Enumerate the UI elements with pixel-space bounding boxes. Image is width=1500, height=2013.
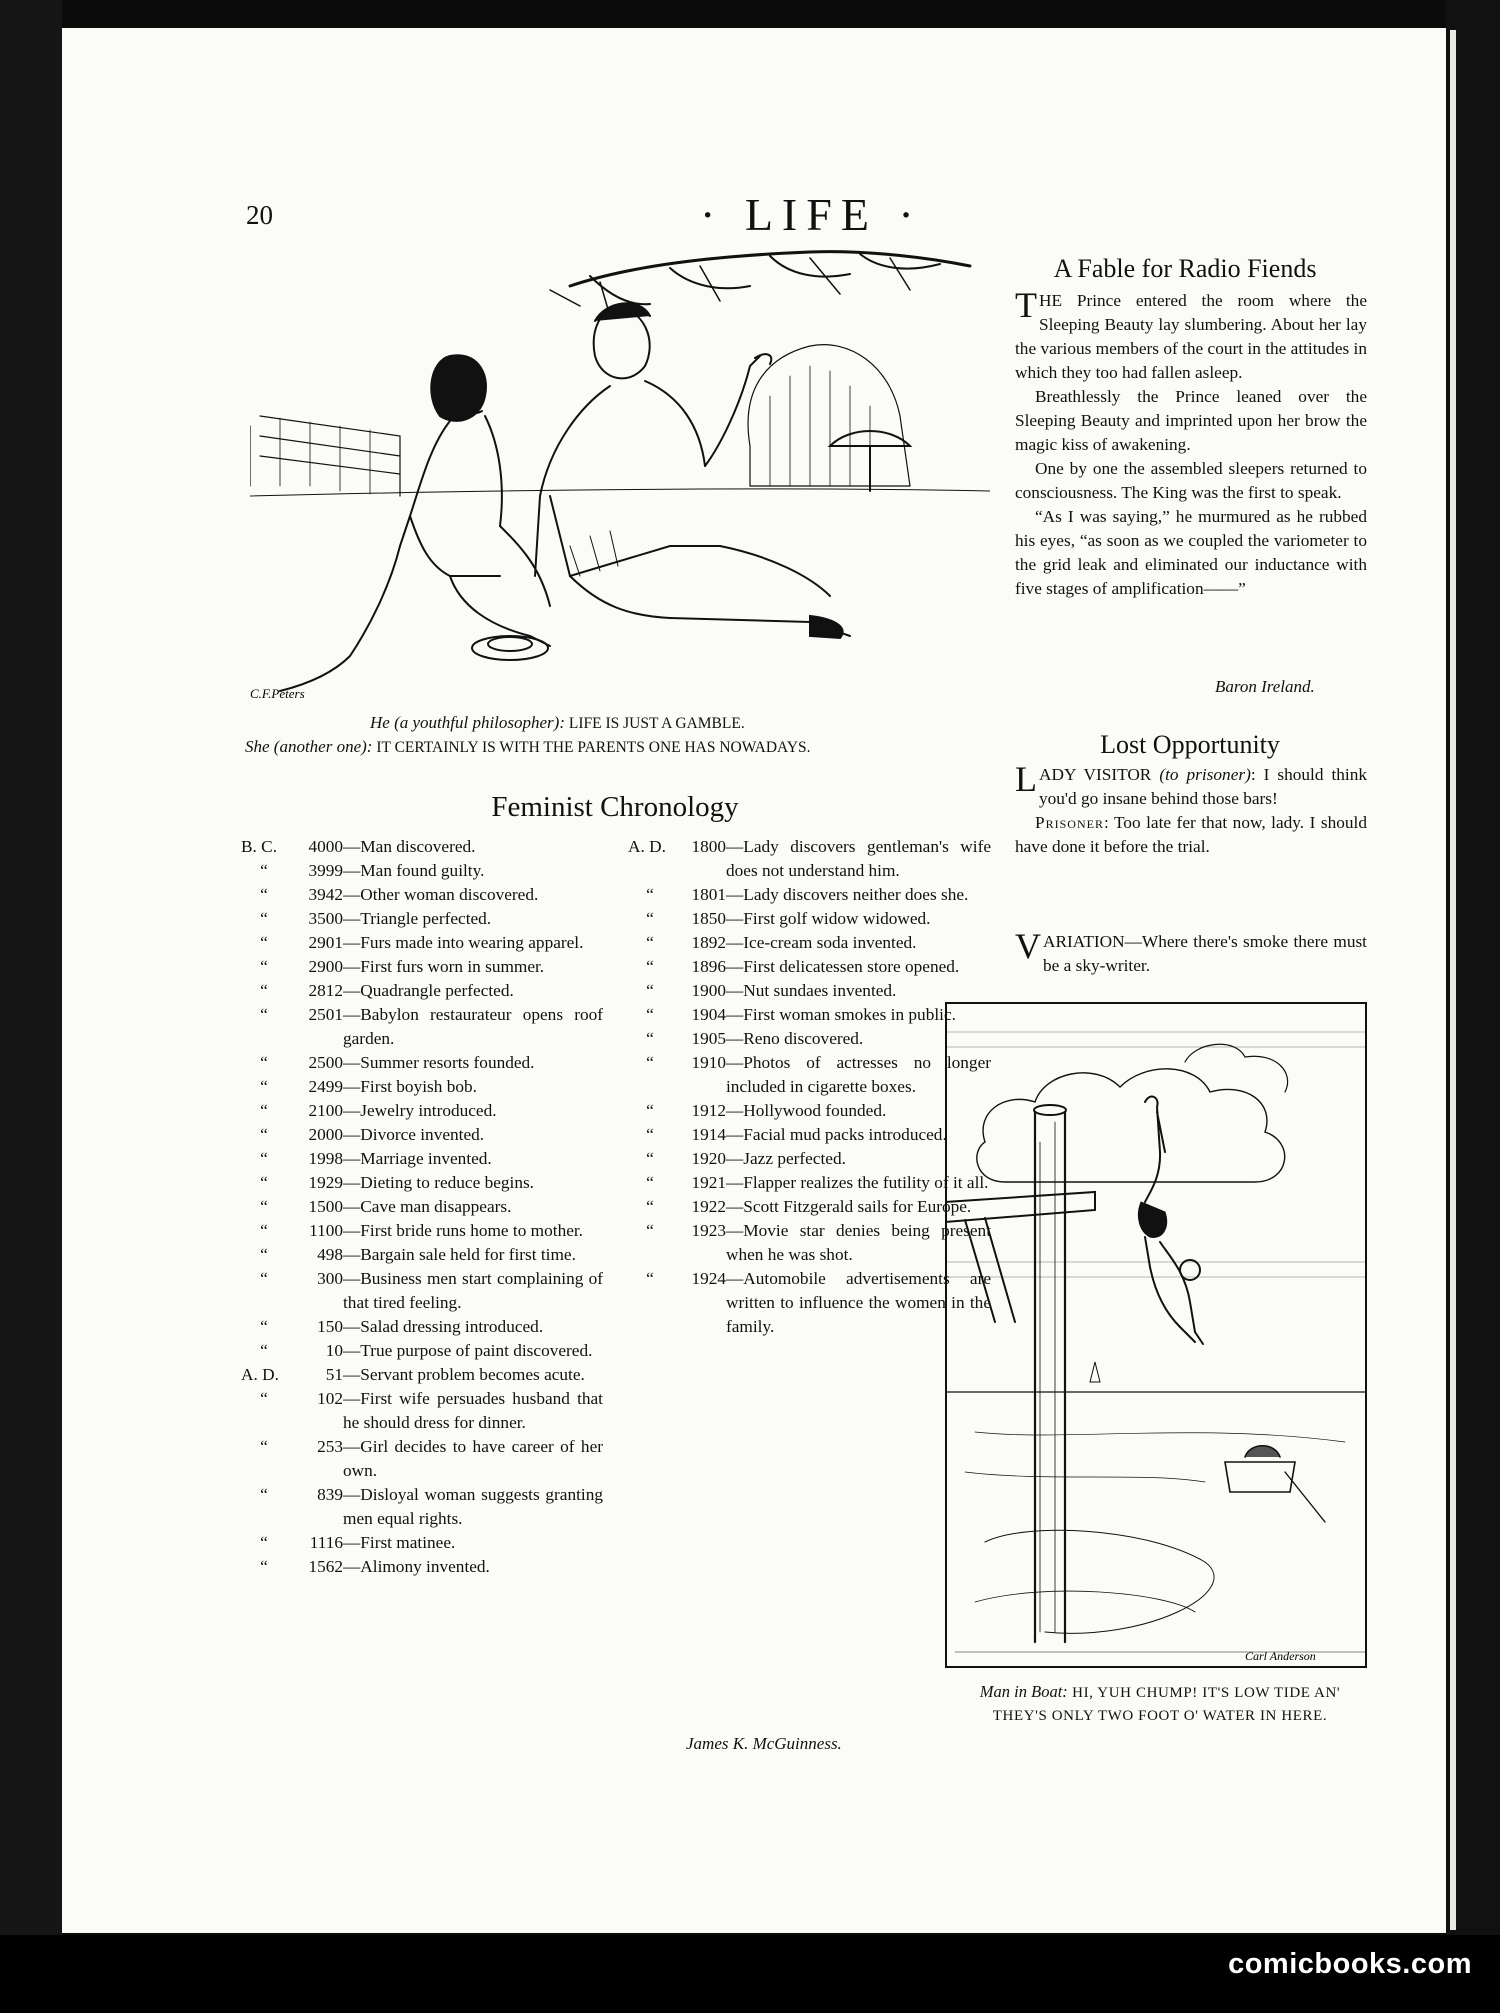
chronology-entry bbox=[241, 1171, 603, 1195]
chronology-entry bbox=[241, 955, 603, 979]
chronology-year: 1500 bbox=[308, 1197, 343, 1216]
chronology-year: 1116 bbox=[309, 1533, 343, 1552]
fable-paragraph-3: One by one the assembled sleepers returned to consciousness. The King was the first to speak. bbox=[1015, 459, 1367, 502]
chronology-entry bbox=[241, 1147, 603, 1171]
illustration-couple-on-lawn bbox=[250, 246, 990, 698]
chronology-era: “ bbox=[260, 861, 268, 880]
lost-opportunity-speaker-1: ADY VISITOR bbox=[1039, 765, 1152, 784]
chronology-entry bbox=[628, 1003, 991, 1027]
chronology-text: —First boyish bob. bbox=[343, 1077, 477, 1096]
fable-paragraph-2: Breathlessly the Prince leaned over the Sleeping Beauty and imprinted upon her brow the magic kiss of awakening. bbox=[1015, 387, 1367, 454]
chronology-text: —Facial mud packs introduced. bbox=[726, 1125, 947, 1144]
chronology-year: 1896 bbox=[691, 957, 726, 976]
chronology-year: 102 bbox=[317, 1389, 343, 1408]
chronology-era: “ bbox=[260, 1005, 268, 1024]
lost-opportunity-paragraph-1 bbox=[1015, 759, 1367, 811]
chronology-entry bbox=[241, 1123, 603, 1147]
chronology-entry bbox=[241, 931, 603, 955]
chronology-year: 2499 bbox=[308, 1077, 343, 1096]
scan-left-border bbox=[0, 0, 62, 2013]
chronology-entry bbox=[628, 1219, 991, 1267]
chronology-year: 1921 bbox=[691, 1173, 726, 1192]
chronology-era: “ bbox=[260, 1221, 268, 1240]
chronology-entry bbox=[241, 1219, 603, 1243]
chronology-entry bbox=[628, 1171, 991, 1195]
fable-paragraph-1 bbox=[1015, 285, 1367, 385]
chronology-year: 1922 bbox=[691, 1197, 726, 1216]
chronology-entry bbox=[628, 1123, 991, 1147]
chronology-year: 1924 bbox=[691, 1269, 726, 1288]
chronology-text: —Scott Fitzgerald sails for Europe. bbox=[726, 1197, 972, 1216]
chronology-text: —Man found guilty. bbox=[343, 861, 485, 880]
chronology-year: 1850 bbox=[691, 909, 726, 928]
chronology-entry bbox=[628, 883, 991, 907]
chronology-year: 2500 bbox=[308, 1053, 343, 1072]
chronology-entry bbox=[241, 883, 603, 907]
chronology-era: “ bbox=[260, 1173, 268, 1192]
chronology-text: —Automobile advertisements are written to influence the women in the family. bbox=[726, 1269, 991, 1336]
chronology-era: “ bbox=[646, 909, 654, 928]
caption-line-she bbox=[245, 735, 1005, 759]
chronology-year: 2901 bbox=[308, 933, 343, 952]
chronology-entry bbox=[628, 931, 991, 955]
chronology-era: “ bbox=[260, 1197, 268, 1216]
chronology-byline: James K. McGuinness. bbox=[686, 1734, 842, 1753]
chronology-column-2 bbox=[628, 835, 991, 1339]
chronology-year: 1998 bbox=[308, 1149, 343, 1168]
chronology-entry bbox=[628, 1051, 991, 1099]
chronology-era: “ bbox=[260, 1557, 268, 1576]
chronology-column-1 bbox=[241, 835, 603, 1579]
chronology-year: 1923 bbox=[691, 1221, 726, 1240]
chronology-year: 3500 bbox=[308, 909, 343, 928]
chronology-entry bbox=[628, 1027, 991, 1051]
adjacent-page-edge bbox=[1450, 30, 1456, 1930]
caption-diver-text: HI, YUH CHUMP! IT'S LOW TIDE AN' THEY'S ONLY TWO FOOT O' WATER IN HERE. bbox=[992, 1685, 1341, 1724]
chronology-text: —Man discovered. bbox=[343, 837, 476, 856]
chronology-year: 253 bbox=[317, 1437, 343, 1456]
chronology-era: “ bbox=[260, 1269, 268, 1288]
chronology-year: 1914 bbox=[691, 1125, 726, 1144]
chronology-era: “ bbox=[646, 957, 654, 976]
variation-dropcap: V bbox=[1015, 926, 1041, 966]
chronology-text: —First bride runs home to mother. bbox=[343, 1221, 583, 1240]
chronology-era: “ bbox=[646, 981, 654, 1000]
chronology-text: —Reno discovered. bbox=[726, 1029, 864, 1048]
chronology-entry bbox=[628, 1195, 991, 1219]
chronology-text: —Quadrangle perfected. bbox=[343, 981, 514, 1000]
illustration-diver-at-low-tide bbox=[945, 1002, 1367, 1668]
chronology-entry bbox=[241, 1195, 603, 1219]
chronology-year: 4000 bbox=[308, 837, 343, 856]
lost-opportunity-line-1: : I should think you'd go insane behind those bars! bbox=[1039, 765, 1367, 808]
chronology-year: 150 bbox=[317, 1317, 343, 1336]
chronology-text: —Marriage invented. bbox=[343, 1149, 492, 1168]
chronology-year: 1905 bbox=[691, 1029, 726, 1048]
chronology-text: —Summer resorts founded. bbox=[343, 1053, 535, 1072]
chronology-era: “ bbox=[260, 1533, 268, 1552]
chronology-entry bbox=[241, 979, 603, 1003]
chronology-text: —True purpose of paint discovered. bbox=[343, 1341, 593, 1360]
fable-body bbox=[1015, 285, 1367, 601]
chronology-year: 1801 bbox=[691, 885, 726, 904]
magazine-title: · LIFE · bbox=[700, 189, 923, 240]
chronology-year: 1910 bbox=[691, 1053, 726, 1072]
chronology-era: “ bbox=[260, 1317, 268, 1336]
variation-text: —Where there's smoke there must be a sky-writer. bbox=[1043, 932, 1367, 975]
chronology-entry bbox=[241, 1555, 603, 1579]
chronology-era: “ bbox=[646, 1197, 654, 1216]
chronology-text: —Nut sundaes invented. bbox=[726, 981, 897, 1000]
chronology-era: “ bbox=[646, 1125, 654, 1144]
lost-opportunity-line-2: : Too late fer that now, lady. I should have done it before the trial. bbox=[1015, 813, 1367, 856]
fable-byline: Baron Ireland. bbox=[1215, 677, 1315, 696]
chronology-text: —First golf widow widowed. bbox=[726, 909, 931, 928]
chronology-era: “ bbox=[646, 933, 654, 952]
chronology-text: —Business men start complaining of that tired feeling. bbox=[343, 1269, 603, 1312]
chronology-era: “ bbox=[260, 1437, 268, 1456]
chronology-entry bbox=[241, 1051, 603, 1075]
chronology-era: “ bbox=[260, 1077, 268, 1096]
chronology-entry bbox=[241, 1387, 603, 1435]
chronology-era: “ bbox=[260, 1125, 268, 1144]
chronology-entry bbox=[241, 1339, 603, 1363]
chronology-era: A. D. bbox=[628, 837, 666, 856]
chronology-year: 1912 bbox=[691, 1101, 726, 1120]
chronology-entry bbox=[241, 1483, 603, 1531]
chronology-text: —Lady discovers gentleman's wife does not understand him. bbox=[726, 837, 991, 880]
chronology-era: “ bbox=[260, 1149, 268, 1168]
chronology-year: 300 bbox=[317, 1269, 343, 1288]
chronology-text: —Lady discovers neither does she. bbox=[726, 885, 969, 904]
caption-diver bbox=[975, 1680, 1345, 1728]
chronology-text: —Hollywood founded. bbox=[726, 1101, 887, 1120]
chronology-era: “ bbox=[646, 1029, 654, 1048]
chronology-era: “ bbox=[260, 957, 268, 976]
lost-opportunity-dropcap: L bbox=[1015, 759, 1037, 799]
chronology-era: “ bbox=[646, 1221, 654, 1240]
chronology-era: “ bbox=[646, 1101, 654, 1120]
caption-text-she: IT CERTAINLY IS WITH THE PARENTS ONE HAS NOWADAYS. bbox=[376, 739, 811, 756]
fable-paragraph-4: “As I was saying,” he murmured as he rubbed his eyes, “as soon as we coupled the variometer to the grid leak and eliminated our inductance with five stages of amplification——” bbox=[1015, 507, 1367, 598]
chronology-entry bbox=[241, 1267, 603, 1315]
chronology-text: —First woman smokes in public. bbox=[726, 1005, 956, 1024]
chronology-year: 1562 bbox=[308, 1557, 343, 1576]
caption-speaker-he: He (a youthful philosopher): bbox=[370, 713, 565, 732]
chronology-era: “ bbox=[260, 909, 268, 928]
chronology-text: —First furs worn in summer. bbox=[343, 957, 545, 976]
chronology-year: 10 bbox=[325, 1341, 343, 1360]
chronology-era: “ bbox=[646, 1173, 654, 1192]
lost-opportunity-paragraph-2 bbox=[1015, 811, 1367, 859]
chronology-entry bbox=[241, 835, 603, 859]
chronology-era: “ bbox=[260, 1389, 268, 1408]
chronology-entry bbox=[628, 907, 991, 931]
chronology-entry bbox=[628, 1267, 991, 1339]
chronology-year: 1920 bbox=[691, 1149, 726, 1168]
chronology-year: 2000 bbox=[308, 1125, 343, 1144]
fable-heading: A Fable for Radio Fiends bbox=[1053, 254, 1317, 283]
chronology-text: —Divorce invented. bbox=[343, 1125, 485, 1144]
chronology-entry bbox=[628, 1147, 991, 1171]
chronology-entry bbox=[241, 859, 603, 883]
variation-body bbox=[1015, 926, 1367, 978]
chronology-entry bbox=[241, 1435, 603, 1483]
chronology-heading: Feminist Chronology bbox=[491, 791, 739, 823]
chronology-text: —First delicatessen store opened. bbox=[726, 957, 960, 976]
chronology-era: “ bbox=[260, 1245, 268, 1264]
caption-line-he bbox=[245, 711, 1005, 735]
chronology-era: “ bbox=[646, 1269, 654, 1288]
chronology-year: 1800 bbox=[691, 837, 726, 856]
chronology-era: B. C. bbox=[241, 837, 278, 856]
chronology-text: —Furs made into wearing apparel. bbox=[343, 933, 584, 952]
fable-paragraph-1-text: HE Prince entered the room where the Sleeping Beauty lay slumbering. About her lay the various members of the court in the attitudes in which they too had fallen asleep. bbox=[1015, 291, 1367, 382]
chronology-year: 1900 bbox=[691, 981, 726, 1000]
chronology-year: 1892 bbox=[691, 933, 726, 952]
chronology-text: —Ice-cream soda invented. bbox=[726, 933, 917, 952]
chronology-text: —Girl decides to have career of her own. bbox=[343, 1437, 603, 1480]
chronology-text: —Flapper realizes the futility of it all. bbox=[726, 1173, 989, 1192]
chronology-text: —Cave man disappears. bbox=[343, 1197, 512, 1216]
chronology-era: “ bbox=[260, 1341, 268, 1360]
chronology-year: 498 bbox=[317, 1245, 343, 1264]
chronology-entry bbox=[628, 979, 991, 1003]
lost-opportunity-body bbox=[1015, 759, 1367, 859]
variation-label: ARIATION bbox=[1043, 932, 1125, 951]
chronology-entry bbox=[241, 1003, 603, 1051]
chronology-year: 3999 bbox=[308, 861, 343, 880]
chronology-year: 1929 bbox=[308, 1173, 343, 1192]
chronology-era: A. D. bbox=[241, 1365, 279, 1384]
illustration-1-signature: C.F.Peters bbox=[250, 686, 305, 698]
chronology-year: 2501 bbox=[308, 1005, 343, 1024]
chronology-entry bbox=[241, 1531, 603, 1555]
chronology-text: —First matinee. bbox=[343, 1533, 456, 1552]
caption-diver-speaker: Man in Boat: bbox=[979, 1682, 1068, 1701]
chronology-era: “ bbox=[260, 1101, 268, 1120]
chronology-era: “ bbox=[646, 1005, 654, 1024]
chronology-text: —Jewelry introduced. bbox=[343, 1101, 497, 1120]
chronology-entry bbox=[241, 1363, 603, 1387]
chronology-year: 3942 bbox=[308, 885, 343, 904]
caption-text-he: LIFE IS JUST A GAMBLE. bbox=[568, 715, 745, 732]
chronology-text: —Dieting to reduce begins. bbox=[343, 1173, 535, 1192]
chronology-era: “ bbox=[646, 1053, 654, 1072]
chronology-year: 2100 bbox=[308, 1101, 343, 1120]
chronology-text: —Jazz perfected. bbox=[726, 1149, 846, 1168]
chronology-era: “ bbox=[646, 885, 654, 904]
chronology-text: —Salad dressing introduced. bbox=[343, 1317, 544, 1336]
chronology-text: —Movie star denies being present when he was shot. bbox=[726, 1221, 991, 1264]
chronology-era: “ bbox=[260, 1053, 268, 1072]
site-watermark: comicbooks.com bbox=[1228, 1948, 1472, 1980]
caption-couple bbox=[245, 711, 1005, 759]
chronology-era: “ bbox=[260, 981, 268, 1000]
chronology-era: “ bbox=[260, 933, 268, 952]
chronology-entry bbox=[628, 835, 991, 883]
caption-speaker-she: She (another one): bbox=[245, 737, 373, 756]
chronology-text: —Disloyal woman suggests granting men equal rights. bbox=[343, 1485, 603, 1528]
chronology-year: 2812 bbox=[308, 981, 343, 1000]
lost-opportunity-speaker-2: Prisoner bbox=[1035, 813, 1104, 832]
chronology-year: 2900 bbox=[308, 957, 343, 976]
chronology-year: 839 bbox=[317, 1485, 343, 1504]
chronology-entry bbox=[628, 955, 991, 979]
chronology-text: —Triangle perfected. bbox=[343, 909, 492, 928]
chronology-year: 1100 bbox=[309, 1221, 343, 1240]
lost-opportunity-heading: Lost Opportunity bbox=[1100, 730, 1280, 759]
chronology-entry bbox=[241, 1243, 603, 1267]
chronology-entry bbox=[241, 1315, 603, 1339]
fable-dropcap: T bbox=[1015, 285, 1037, 325]
illustration-2-signature: Carl Anderson bbox=[1245, 1649, 1316, 1663]
chronology-entry bbox=[241, 1099, 603, 1123]
chronology-era: “ bbox=[260, 1485, 268, 1504]
chronology-era: “ bbox=[260, 885, 268, 904]
chronology-entry bbox=[628, 1099, 991, 1123]
chronology-text: —Bargain sale held for first time. bbox=[343, 1245, 576, 1264]
chronology-entry bbox=[241, 1075, 603, 1099]
chronology-year: 51 bbox=[325, 1365, 343, 1384]
chronology-entry bbox=[241, 907, 603, 931]
chronology-year: 1904 bbox=[691, 1005, 726, 1024]
chronology-era: “ bbox=[646, 1149, 654, 1168]
chronology-text: —Photos of actresses no longer included in cigarette boxes. bbox=[726, 1053, 991, 1096]
chronology-text: —First wife persuades husband that he should dress for dinner. bbox=[343, 1389, 603, 1432]
chronology-text: —Servant problem becomes acute. bbox=[343, 1365, 585, 1384]
page-number: 20 bbox=[246, 200, 273, 230]
chronology-text: —Alimony invented. bbox=[343, 1557, 490, 1576]
lost-opportunity-direction: (to prisoner) bbox=[1159, 765, 1251, 784]
chronology-text: —Other woman discovered. bbox=[343, 885, 539, 904]
chronology-text: —Babylon restaurateur opens roof garden. bbox=[343, 1005, 603, 1048]
